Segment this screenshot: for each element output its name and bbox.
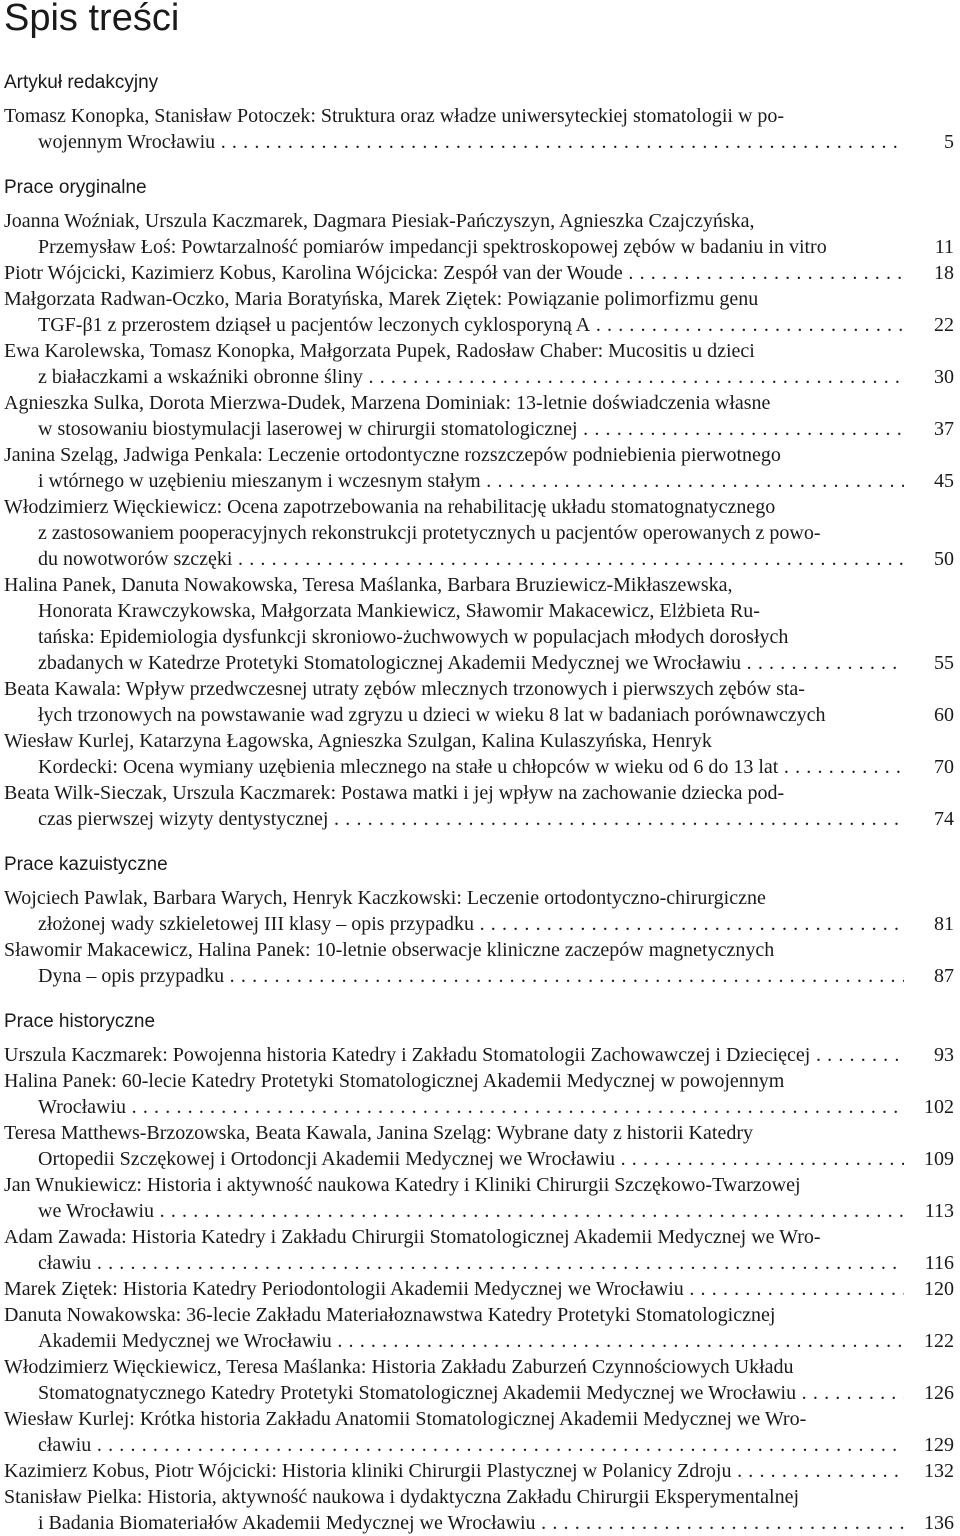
toc-entry-line: z zastosowaniem pooperacyjnych rekonstrukcji protetycznych u pacjentów operowanych z powo- [38, 522, 821, 544]
toc-entry-line: du nowotworów szczęki . . . [38, 546, 908, 572]
page-number: 109 [904, 1146, 954, 1172]
page-number: 60 [904, 702, 954, 728]
toc-entry-line: tańska: Epidemiologia dysfunkcji skroniowo-żuchwowych w populacjach młodych dorosłych [38, 626, 789, 648]
toc-entry-line: Sławomir Makacewicz, Halina Panek: 10-letnie obserwacje kliniczne zaczepów magnetycznych [4, 939, 775, 961]
toc-entry-line: łych trzonowych na powstawanie wad zgryzu u dzieci w wieku 8 lat w badaniach porównawczych [38, 704, 826, 726]
toc-entry-line: Wrocławiu . . . [38, 1094, 908, 1120]
toc-entry-line: Piotr Wójcicki, Kazimierz Kobus, Karolina Wójcicka: Zespół van der Woude . . . [4, 260, 908, 286]
page-number: 5 [904, 129, 954, 155]
toc-entry-line: Stomatognatycznego Katedry Protetyki Stomatologicznej Akademii Medycznej we Wrocławiu . . . [38, 1380, 908, 1406]
section-heading: Artykuł redakcyjny [4, 72, 159, 93]
toc-entry-line: Małgorzata Radwan-Oczko, Maria Boratyńska, Marek Ziętek: Powiązanie polimorfizmu genu [4, 288, 759, 310]
toc-entry-line: Wojciech Pawlak, Barbara Warych, Henryk Kaczkowski: Leczenie ortodontyczno-chirurgiczne [4, 887, 766, 909]
toc-entry-line: TGF-β1 z przerostem dziąseł u pacjentów leczonych cyklosporyną A . . . [38, 312, 908, 338]
toc-entry-line: i Badania Biomateriałów Akademii Medycznej we Wrocławiu . . . [38, 1510, 908, 1536]
toc-entry-line: Honorata Krawczykowska, Małgorzata Mankiewicz, Sławomir Makacewicz, Elżbieta Ru- [38, 600, 760, 622]
toc-entry-line: Akademii Medycznej we Wrocławiu . . . [38, 1328, 908, 1354]
page-number: 81 [904, 911, 954, 937]
toc-entry-line: Ortopedii Szczękowej i Ortodoncji Akademii Medycznej we Wrocławiu . . . [38, 1146, 908, 1172]
page-number: 120 [904, 1276, 954, 1302]
page-number: 74 [904, 806, 954, 832]
toc-entry-line: w stosowaniu biostymulacji laserowej w chirurgii stomatologicznej . . . [38, 416, 908, 442]
page-number: 50 [904, 546, 954, 572]
toc-entry-line: złożonej wady szkieletowej III klasy – opis przypadku . . . [38, 911, 908, 937]
section-heading: Prace historyczne [4, 1011, 156, 1032]
toc-entry-line: Jan Wnukiewicz: Historia i aktywność naukowa Katedry i Kliniki Chirurgii Szczękowo-Twarzowej [4, 1174, 801, 1196]
toc-entry-line: Adam Zawada: Historia Katedry i Zakładu Chirurgii Stomatologicznej Akademii Medycznej we Wro- [4, 1226, 821, 1248]
toc-entry-line: zbadanych w Katedrze Protetyki Stomatologicznej Akademii Medycznej we Wrocławiu . . . [38, 650, 908, 676]
toc-entry-line: czas pierwszej wizyty dentystycznej . . . [38, 806, 908, 832]
toc-entry-line: Tomasz Konopka, Stanisław Potoczek: Struktura oraz władze uniwersyteckiej stomatologii w po- [4, 105, 785, 127]
toc-entry-line: Wiesław Kurlej: Krótka historia Zakładu Anatomii Stomatologicznej Akademii Medycznej we Wro- [4, 1408, 807, 1430]
page-number: 55 [904, 650, 954, 676]
page-number: 132 [904, 1458, 954, 1484]
toc-entry-line: Teresa Matthews-Brzozowska, Beata Kawala, Janina Szeląg: Wybrane daty z historii Katedry [4, 1122, 753, 1144]
page-title: Spis treści [4, 0, 180, 39]
toc-entry-line: Beata Kawala: Wpływ przedwczesnej utraty zębów mlecznych trzonowych i pierwszych zębów sta- [4, 678, 805, 700]
page-number: 87 [904, 963, 954, 989]
toc-entry-line: Joanna Woźniak, Urszula Kaczmarek, Dagmara Piesiak-Pańczyszyn, Agnieszka Czajczyńska, [4, 210, 755, 232]
page-number: 30 [904, 364, 954, 390]
page-number: 102 [904, 1094, 954, 1120]
toc-entry-line: Włodzimierz Więckiewicz, Teresa Maślanka: Historia Zakładu Zaburzeń Czynnościowych Układu [4, 1356, 794, 1378]
page-number: 122 [904, 1328, 954, 1354]
page-number: 93 [904, 1042, 954, 1068]
toc-entry-line: Halina Panek: 60-lecie Katedry Protetyki Stomatologicznej Akademii Medycznej w powojennym [4, 1070, 785, 1092]
toc-entry-line: Beata Wilk-Sieczak, Urszula Kaczmarek: Postawa matki i jej wpływ na zachowanie dziecka pod- [4, 782, 785, 804]
page-number: 70 [904, 754, 954, 780]
toc-entry-line: Danuta Nowakowska: 36-lecie Zakładu Materiałoznawstwa Katedry Protetyki Stomatologicznej [4, 1304, 776, 1326]
toc-entry-line: we Wrocławiu . . . [38, 1198, 908, 1224]
toc-entry-line: Ewa Karolewska, Tomasz Konopka, Małgorzata Pupek, Radosław Chaber: Mucositis u dzieci [4, 340, 755, 362]
page-number: 11 [904, 234, 954, 260]
page-number: 18 [904, 260, 954, 286]
toc-entry-line: Stanisław Pielka: Historia, aktywność naukowa i dydaktyczna Zakładu Chirurgii Eksperymentalnej [4, 1486, 799, 1508]
toc-entry-line: Wiesław Kurlej, Katarzyna Łagowska, Agnieszka Szulgan, Kalina Kulaszyńska, Henryk [4, 730, 712, 752]
toc-entry-line: Dyna – opis przypadku . . . [38, 963, 908, 989]
toc-entry-line: Agnieszka Sulka, Dorota Mierzwa-Dudek, Marzena Dominiak: 13-letnie doświadczenia własne [4, 392, 771, 414]
page-number: 37 [904, 416, 954, 442]
toc-entry-line: Halina Panek, Danuta Nowakowska, Teresa Maślanka, Barbara Bruziewicz-Mikłaszewska, [4, 574, 733, 596]
page-number: 126 [904, 1380, 954, 1406]
page-number: 113 [904, 1198, 954, 1224]
toc-entry-line: z białaczkami a wskaźniki obronne śliny . . . [38, 364, 908, 390]
section-heading: Prace oryginalne [4, 177, 147, 198]
toc-entry-line: Marek Ziętek: Historia Katedry Periodontologii Akademii Medycznej we Wrocławiu . . . [4, 1276, 908, 1302]
toc-entry-line: Kazimierz Kobus, Piotr Wójcicki: Historia kliniki Chirurgii Plastycznej w Polanicy Zdroju . . . [4, 1458, 908, 1484]
page-number: 116 [904, 1250, 954, 1276]
toc-entry-line: cławiu . . . [38, 1250, 908, 1276]
toc-entry-line: wojennym Wrocławiu . . . [38, 129, 908, 155]
toc-entry-line: Urszula Kaczmarek: Powojenna historia Katedry i Zakładu Stomatologii Zachowawczej i Dziecięcej . . . [4, 1042, 908, 1068]
page-number: 22 [904, 312, 954, 338]
page-number: 129 [904, 1432, 954, 1458]
page-number: 136 [904, 1510, 954, 1536]
toc-entry-line: cławiu . . . [38, 1432, 908, 1458]
toc-entry-line: Janina Szeląg, Jadwiga Penkala: Leczenie ortodontyczne rozszczepów podniebienia pierwotnego [4, 444, 781, 466]
page-number: 45 [904, 468, 954, 494]
toc-entry-line: Przemysław Łoś: Powtarzalność pomiarów impedancji spektroskopowej zębów w badaniu in vitro [38, 236, 827, 258]
toc-entry-line: Włodzimierz Więckiewicz: Ocena zapotrzebowania na rehabilitację układu stomatognatycznego [4, 496, 776, 518]
section-heading: Prace kazuistyczne [4, 854, 168, 875]
toc-entry-line: i wtórnego w uzębieniu mieszanym i wczesnym stałym . . . [38, 468, 908, 494]
toc-entry-line: Kordecki: Ocena wymiany uzębienia mlecznego na stałe u chłopców w wieku od 6 do 13 lat . . . [38, 754, 908, 780]
